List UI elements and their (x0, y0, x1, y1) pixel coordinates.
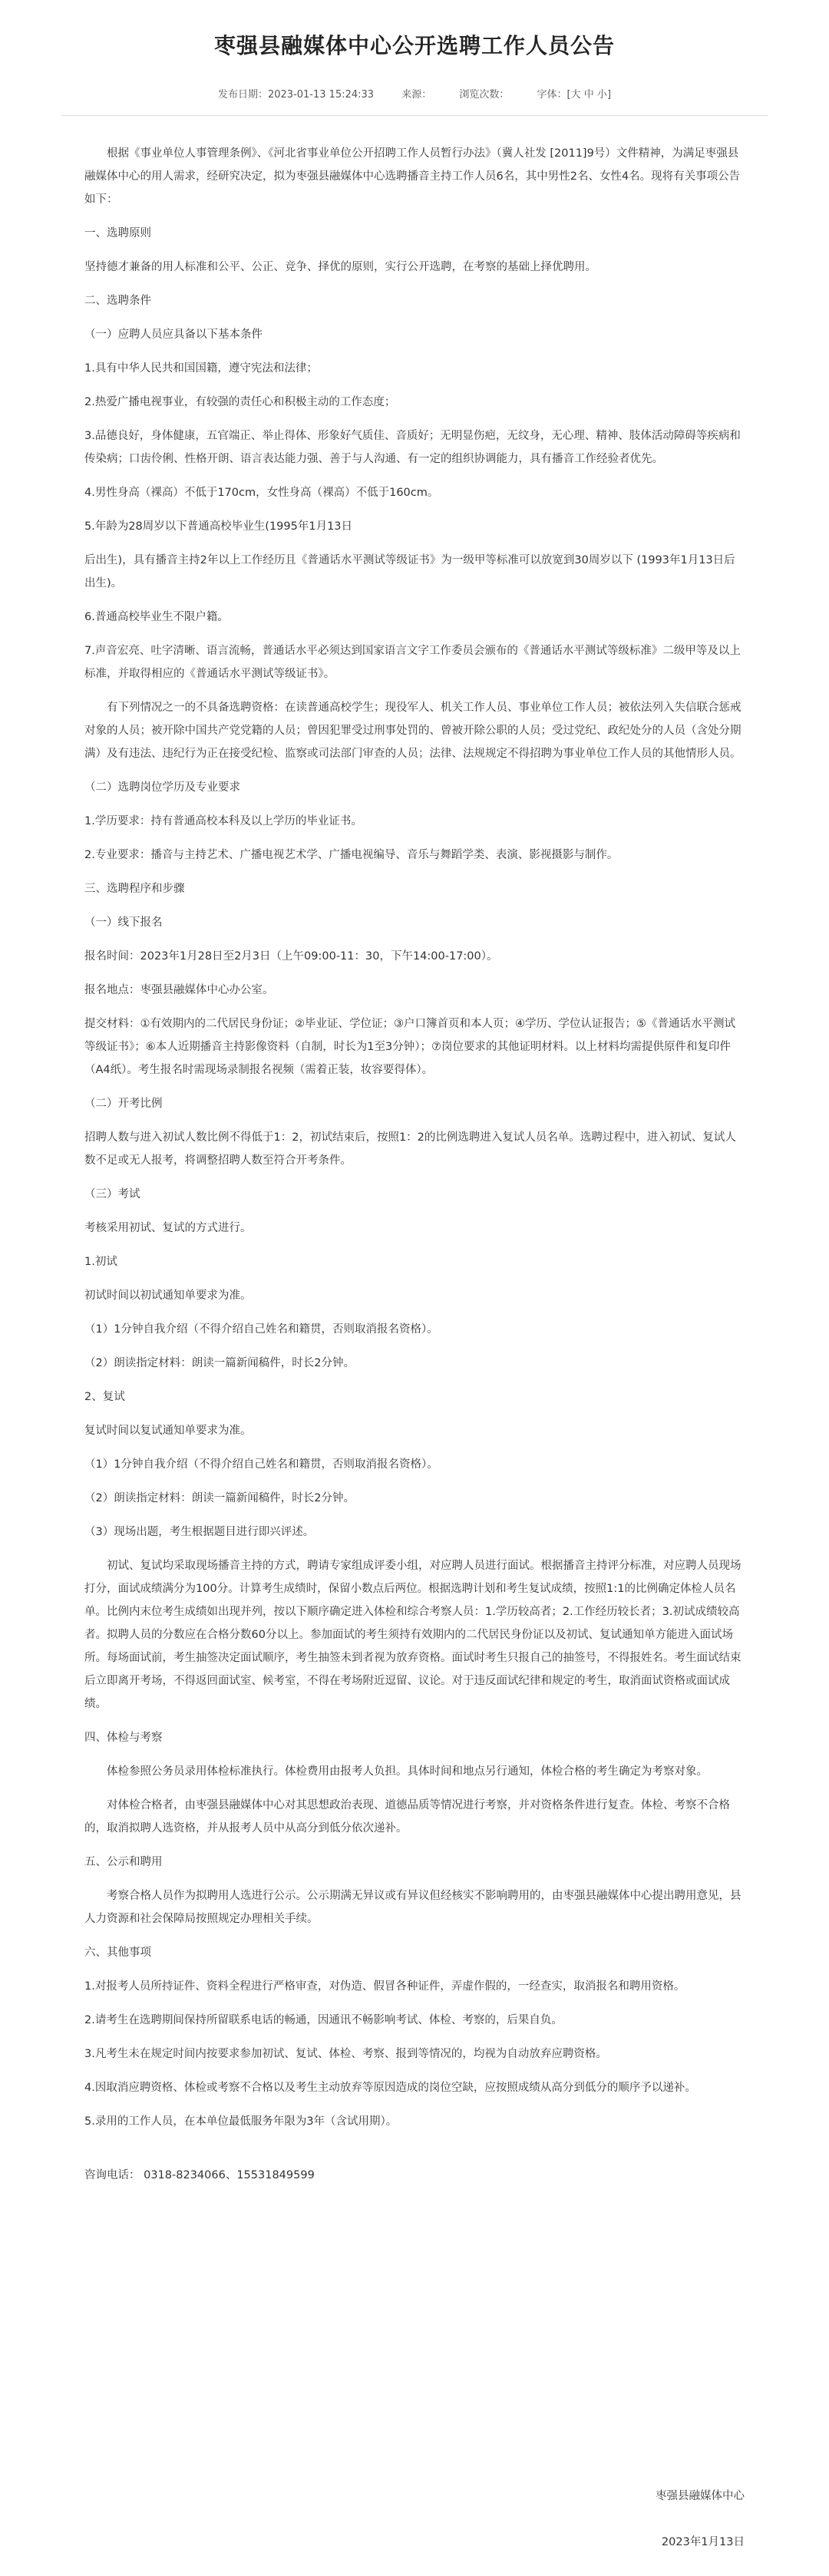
signature-date: 2023年1月13日 (661, 2536, 745, 2548)
subsection-heading: （二）选聘岗位学历及专业要求 (84, 781, 240, 794)
font-bracket-open: [ (566, 89, 571, 101)
list-item: 6.普通高校毕业生不限户籍。 (84, 611, 229, 623)
font-size-large-button[interactable]: 大 (570, 89, 581, 101)
paragraph: 有下列情况之一的不具备选聘资格：在读普通高校学生；现役军人、机关工作人员、事业单位工作人员；被依法列入失信联合惩戒对象的人员；被开除中国共产党党籍的人员；曾因犯罪受过刑事处罚的、曾被开除公职的人员；受过党纪、政纪处分的人员（含处分期满）及有违法、违纪行为正在接受纪检、监察或司法部门审查的人员；法律、法规规定不得招聘为事业单位工作人员的其他情形人员。 (84, 702, 741, 760)
subsection-heading: （一）线下报名 (84, 916, 163, 929)
subsection-heading: （二）开考比例 (84, 1098, 163, 1110)
paragraph: 初试时间以初试通知单要求为准。 (84, 1290, 252, 1302)
publish-date-label: 发布日期： (217, 89, 268, 101)
list-item: 2.请考生在选聘期间保持所留联系电话的畅通，因通讯不畅影响考试、体检、考察的，后果自负。 (84, 2014, 563, 2026)
page-title: 枣强县融媒体中心公开选聘工作人员公告 (213, 33, 615, 58)
font-bracket-close: ] (606, 89, 612, 101)
section-heading: 一、选聘原则 (84, 227, 151, 239)
font-size-label: 字体： (537, 89, 567, 101)
section-heading: 二、选聘条件 (84, 295, 151, 307)
list-item: 1.学历要求：持有普通高校本科及以上学历的毕业证书。 (84, 815, 362, 827)
list-item: 3.品德良好，身体健康，五官端正、举止得体、形象好气质佳、音质好；无明显伤疤，无纹身，无心理、精神、肢体活动障碍等疾病和传染病；口齿伶俐、性格开朗、语言表达能力强、善于与人沟通、有一定的组织协调能力，具有播音工作经验者优先。 (84, 430, 741, 465)
font-size-medium-button[interactable]: 中 (583, 89, 594, 101)
section-heading: 四、体检与考察 (84, 1732, 163, 1744)
paragraph: 报名地点：枣强县融媒体中心办公室。 (84, 984, 274, 996)
list-item: （3）现场出题，考生根据题目进行即兴评述。 (84, 1526, 315, 1538)
paragraph: 坚持德才兼备的用人标准和公平、公正、竞争、择优的原则，实行公开选聘，在考察的基础上择优聘用。 (84, 261, 596, 273)
list-item: 5.录用的工作人员，在本单位最低服务年限为3年（含试用期）。 (84, 2115, 398, 2128)
contact-phone: 咨询电话： 0318-8234066、15531849599 (84, 2169, 315, 2181)
list-item: 5.年龄为28周岁以下普通高校毕业生(1995年1月13日 (84, 520, 353, 533)
subsection-heading: 1.初试 (84, 1256, 117, 1268)
article-meta (0, 86, 829, 101)
paragraph: 考核采用初试、复试的方式进行。 (84, 1222, 252, 1234)
list-item: 1.具有中华人民共和国国籍，遵守宪法和法律； (84, 362, 318, 375)
section-heading: 六、其他事项 (84, 1947, 151, 1959)
list-item: 4.男性身高（裸高）不低于170cm，女性身高（裸高）不低于160cm。 (84, 487, 439, 499)
list-item: 2.热爱广播电视事业，有较强的责任心和积极主动的工作态度； (84, 396, 396, 408)
list-item: （2）朗读指定材料：朗读一篇新闻稿件，时长2分钟。 (84, 1492, 355, 1504)
views-label: 浏览次数： (459, 89, 510, 101)
section-heading: 五、公示和聘用 (84, 1856, 163, 1868)
paragraph: 考察合格人员作为拟聘用人选进行公示。公示期满无异议或有异议但经核实不影响聘用的，由枣强县融媒体中心提出聘用意见，县人力资源和社会保障局按照规定办理相关手续。 (84, 1890, 741, 1925)
font-size-control (537, 89, 612, 101)
list-item: 4.因取消应聘资格、体检或考察不合格以及考生主动放弃等原因造成的岗位空缺，应按照成绩从高分到低分的顺序予以递补。 (84, 2082, 696, 2094)
source-label: 来源： (401, 89, 432, 101)
subsection-heading: （一）应聘人员应具备以下基本条件 (84, 329, 263, 341)
divider (61, 115, 768, 116)
list-item: 1.对报考人员所持证件、资料全程进行严格审查，对伪造、假冒各种证件，弄虚作假的，一经查实，取消报名和聘用资格。 (84, 1980, 685, 1993)
subsection-heading: （三）考试 (84, 1188, 140, 1200)
list-item: 后出生)，具有播音主持2年以上工作经历且《普通话水平测试等级证书》为一级甲等标准可以放宽到30周岁以下 (1993年1月13日后出生)。 (84, 554, 735, 590)
section-heading: 三、选聘程序和步骤 (84, 883, 185, 895)
publish-date-value: 2023-01-13 15:24:33 (267, 89, 375, 101)
paragraph: 体检参照公务员录用体检标准执行。体检费用由报考人负担。具体时间和地点另行通知，体检合格的考生确定为考察对象。 (107, 1765, 708, 1778)
list-item: 2.专业要求：播音与主持艺术、广播电视艺术学、广播电视编导、音乐与舞蹈学类、表演、影视摄影与制作。 (84, 849, 619, 861)
paragraph: 复试时间以复试通知单要求为准。 (84, 1425, 252, 1437)
list-item: （1）1分钟自我介绍（不得介绍自己姓名和籍贯，否则取消报名资格）。 (84, 1323, 438, 1336)
list-item: 3.凡考生未在规定时间内按要求参加初试、复试、体检、考察、报到等情况的，均视为自动放弃应聘资格。 (84, 2048, 607, 2060)
paragraph: 对体检合格者，由枣强县融媒体中心对其思想政治表现、道德品质等情况进行考察，并对资格条件进行复查。体检、考察不合格的，取消拟聘人选资格，并从报考人员中从高分到低分依次递补。 (84, 1799, 730, 1835)
signature-org: 枣强县融媒体中心 (656, 2490, 745, 2502)
font-size-small-button[interactable]: 小 (596, 89, 607, 101)
paragraph-intro: 根据《事业单位人事管理条例》、《河北省事业单位公开招聘工作人员暂行办法》（冀人社发 [2011]9号）文件精神，为满足枣强县融媒体中心的用人需求，经研究决定，拟为枣强县融媒体中心选聘播音主持工作人员6名，其中男性2名、女性4名。现将有关事项公告如下： (84, 147, 741, 206)
subsection-heading: 2、复试 (84, 1391, 125, 1403)
publish-date (218, 89, 374, 101)
paragraph: 提交材料：①有效期内的二代居民身份证；②毕业证、学位证；③户口簿首页和本人页；④学历、学位认证报告；⑤《普通话水平测试等级证书》；⑥本人近期播音主持影像资料（自制，时长为1至3分钟）；⑦岗位要求的其他证明材料。以上材料均需提供原件和复印件（A4纸）。考生报名时需现场录制报名视频（需着正装，妆容要得体）。 (84, 1018, 735, 1076)
paragraph: 初试、复试均采取现场播音主持的方式，聘请专家组成评委小组，对应聘人员进行面试。根据播音主持评分标准，对应聘人员现场打分，面试成绩满分为100分。计算考生成绩时，保留小数点后两位。根据选聘计划和考生复试成绩，按照1:1的比例确定体检人员名单。比例内末位考生成绩如出现并列，按以下顺序确定进入体检和综合考察人员：1.学历较高者；2.工作经历较长者；3.初试成绩较高者。拟聘人员的分数应在合格分数60分以上。参加面试的考生须持有效期内的二代居民身份证以及初试、复试通知单方能进入面试场所。每场面试前，考生抽签决定面试顺序，考生抽签未到者视为放弃资格。面试时考生只报自己的抽签号，不得报姓名。考生面试结束后立即离开考场，不得返回面试室、候考室，不得在考场附近逗留、议论。对于违反面试纪律和规定的考生，取消面试资格或面试成绩。 (84, 1560, 741, 1710)
list-item: （2）朗读指定材料：朗读一篇新闻稿件，时长2分钟。 (84, 1357, 355, 1369)
list-item: 7.声音宏亮、吐字清晰、语言流畅，普通话水平必须达到国家语言文字工作委员会颁布的《普通话水平测试等级标准》二级甲等及以上标准，并取得相应的《普通话水平测试等级证书》。 (84, 645, 741, 680)
paragraph: 招聘人数与进入初试人数比例不得低于1：2，初试结束后，按照1：2的比例选聘进入复试人员名单。选聘过程中，进入初试、复试人数不足或无人报考，将调整招聘人数至符合开考条件。 (84, 1131, 736, 1167)
article-body (84, 142, 745, 2198)
list-item: （1）1分钟自我介绍（不得介绍自己姓名和籍贯，否则取消报名资格）。 (84, 1458, 438, 1471)
paragraph: 报名时间：2023年1月28日至2月3日（上午09:00-11：30，下午14:00-17:00）。 (84, 950, 498, 963)
